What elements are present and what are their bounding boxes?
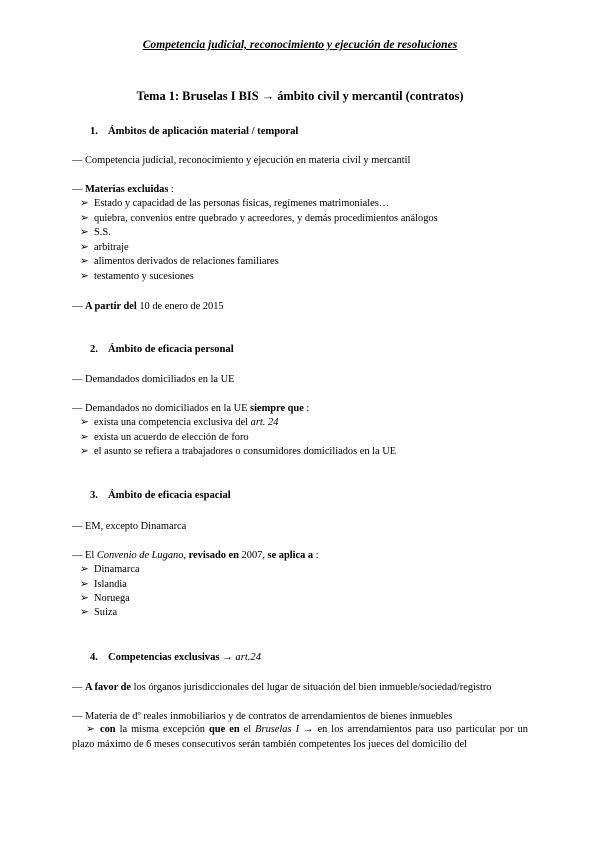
list-item bbox=[80, 445, 396, 458]
s2-line-2 bbox=[72, 402, 309, 415]
article-reference: art. 24 bbox=[250, 417, 279, 428]
section-2-title: Ámbito de eficacia personal bbox=[108, 344, 234, 355]
list-item bbox=[80, 606, 117, 619]
dash: — bbox=[72, 301, 85, 312]
list-item-text: Noruega bbox=[94, 593, 130, 604]
s3-line-1: — EM, excepto Dinamarca bbox=[72, 521, 187, 532]
section-4-title: Competencias exclusivas → bbox=[108, 652, 236, 663]
list-item bbox=[80, 578, 127, 591]
list-item-text: S.S. bbox=[94, 227, 111, 238]
list-item bbox=[80, 416, 278, 429]
s1-date-line bbox=[72, 300, 224, 313]
arrow-bullet-icon: ➢ bbox=[80, 564, 89, 575]
bold-text: con bbox=[100, 724, 116, 735]
s2-line-2-text: — Demandados no domiciliados en la UE bbox=[72, 403, 251, 414]
text: los órganos jurisdiccionales del lugar de situación del bien inmueble/sociedad/registro bbox=[131, 682, 492, 693]
dash: — bbox=[72, 682, 85, 693]
list-item bbox=[80, 270, 194, 283]
list-item bbox=[80, 241, 129, 254]
applies-label: se aplica a bbox=[267, 550, 314, 561]
revised-label: revisado en bbox=[188, 550, 239, 561]
text: → en los arrendamientos para uso particular por un plazo máximo de 6 meses consecutivos serán también competentes los jueces del domicilio del bbox=[72, 724, 528, 750]
list-item-text: el asunto se refiera a trabajadores o consumidores domiciliados en la UE bbox=[94, 446, 397, 457]
arrow-bullet-icon: ➢ bbox=[80, 593, 89, 604]
date-label: A partir del bbox=[85, 301, 137, 312]
list-item-text: testamento y sucesiones bbox=[94, 271, 194, 282]
section-1-heading bbox=[90, 126, 298, 137]
list-item-text: alimentos derivados de relaciones familiares bbox=[94, 256, 279, 267]
list-item-text: exista una competencia exclusiva del bbox=[94, 417, 251, 428]
arrow-bullet-icon: ➢ bbox=[80, 242, 89, 253]
condition-label: siempre que bbox=[250, 403, 304, 414]
arrow-bullet-icon: ➢ bbox=[80, 271, 89, 282]
arrow-bullet-icon: ➢ bbox=[80, 446, 89, 457]
colon: : bbox=[168, 184, 174, 195]
document-title: Competencia judicial, reconocimiento y ejecución de resoluciones bbox=[142, 38, 458, 51]
list-item bbox=[80, 563, 140, 576]
arrow-bullet-icon: ➢ bbox=[80, 227, 89, 238]
s4-favor-line bbox=[72, 681, 492, 694]
section-4-number: 4. bbox=[90, 652, 98, 663]
date-value: 10 de enero de 2015 bbox=[136, 301, 224, 312]
arrow-bullet-icon: ➢ bbox=[80, 198, 89, 209]
section-3-title: Ámbito de eficacia espacial bbox=[108, 490, 231, 501]
topic-heading: Tema 1: Bruselas I BIS → ámbito civil y mercantil (contratos) bbox=[136, 89, 464, 103]
list-item bbox=[80, 197, 389, 210]
list-item bbox=[80, 255, 279, 268]
s1-excluded-heading bbox=[72, 183, 174, 196]
bold-text: que en bbox=[209, 724, 240, 735]
favor-label: A favor de bbox=[85, 682, 131, 693]
section-1-number: 1. bbox=[90, 126, 98, 137]
section-2-heading bbox=[90, 344, 234, 355]
text: el bbox=[239, 724, 256, 735]
list-item bbox=[80, 212, 438, 225]
text: la misma excepción bbox=[115, 724, 210, 735]
list-item bbox=[80, 592, 130, 605]
arrow-bullet-icon: ➢ bbox=[80, 417, 89, 428]
list-item-text: exista un acuerdo de elección de foro bbox=[94, 432, 249, 443]
article-reference: art.24 bbox=[235, 652, 262, 663]
text: , bbox=[183, 550, 189, 561]
section-3-number: 3. bbox=[90, 490, 98, 501]
section-3-heading bbox=[90, 490, 231, 501]
section-4-heading bbox=[90, 652, 261, 663]
regulation-name: Bruselas I bbox=[255, 724, 300, 735]
list-item bbox=[80, 431, 249, 444]
convention-name: Convenio de Lugano bbox=[96, 550, 184, 561]
arrow-bullet-icon: ➢ bbox=[80, 256, 89, 267]
arrow-bullet-icon: ➢ bbox=[80, 579, 89, 590]
s4-exception-paragraph bbox=[72, 723, 528, 752]
text: 2007, bbox=[238, 550, 268, 561]
s1-scope-line: — Competencia judicial, reconocimiento y ejecución en materia civil y mercantil bbox=[72, 155, 411, 166]
section-2-number: 2. bbox=[90, 344, 98, 355]
list-item-text: quiebra, convenios entre quebrado y acreedores, y demás procedimientos análogos bbox=[94, 213, 438, 224]
text: — El bbox=[72, 550, 97, 561]
colon: : bbox=[303, 403, 310, 414]
arrow-bullet-icon: ➢ bbox=[80, 432, 89, 443]
list-item-text: Dinamarca bbox=[94, 564, 140, 575]
arrow-bullet-icon: ➢ bbox=[80, 607, 89, 618]
list-item-text: Estado y capacidad de las personas físicas, regímenes matrimoniales… bbox=[94, 198, 390, 209]
dash: — bbox=[72, 184, 85, 195]
list-item-text: Islandia bbox=[94, 579, 127, 590]
arrow-bullet-icon: ➢ bbox=[80, 213, 89, 224]
section-1-title: Ámbitos de aplicación material / temporal bbox=[108, 126, 299, 137]
excluded-label: Materias excluidas bbox=[85, 184, 169, 195]
list-item-text: Suiza bbox=[94, 607, 118, 618]
list-item bbox=[80, 226, 111, 239]
s4-matter-line: — Materia de dº reales inmobiliarios y de contratos de arrendamientos de bienes inmuebles bbox=[72, 711, 453, 722]
s3-convention-line bbox=[72, 549, 319, 562]
list-item-text: arbitraje bbox=[94, 242, 129, 253]
s2-line-1: — Demandados domiciliados en la UE bbox=[72, 374, 235, 385]
colon: : bbox=[313, 550, 319, 561]
arrow-bullet-icon: ➢ bbox=[86, 724, 95, 735]
